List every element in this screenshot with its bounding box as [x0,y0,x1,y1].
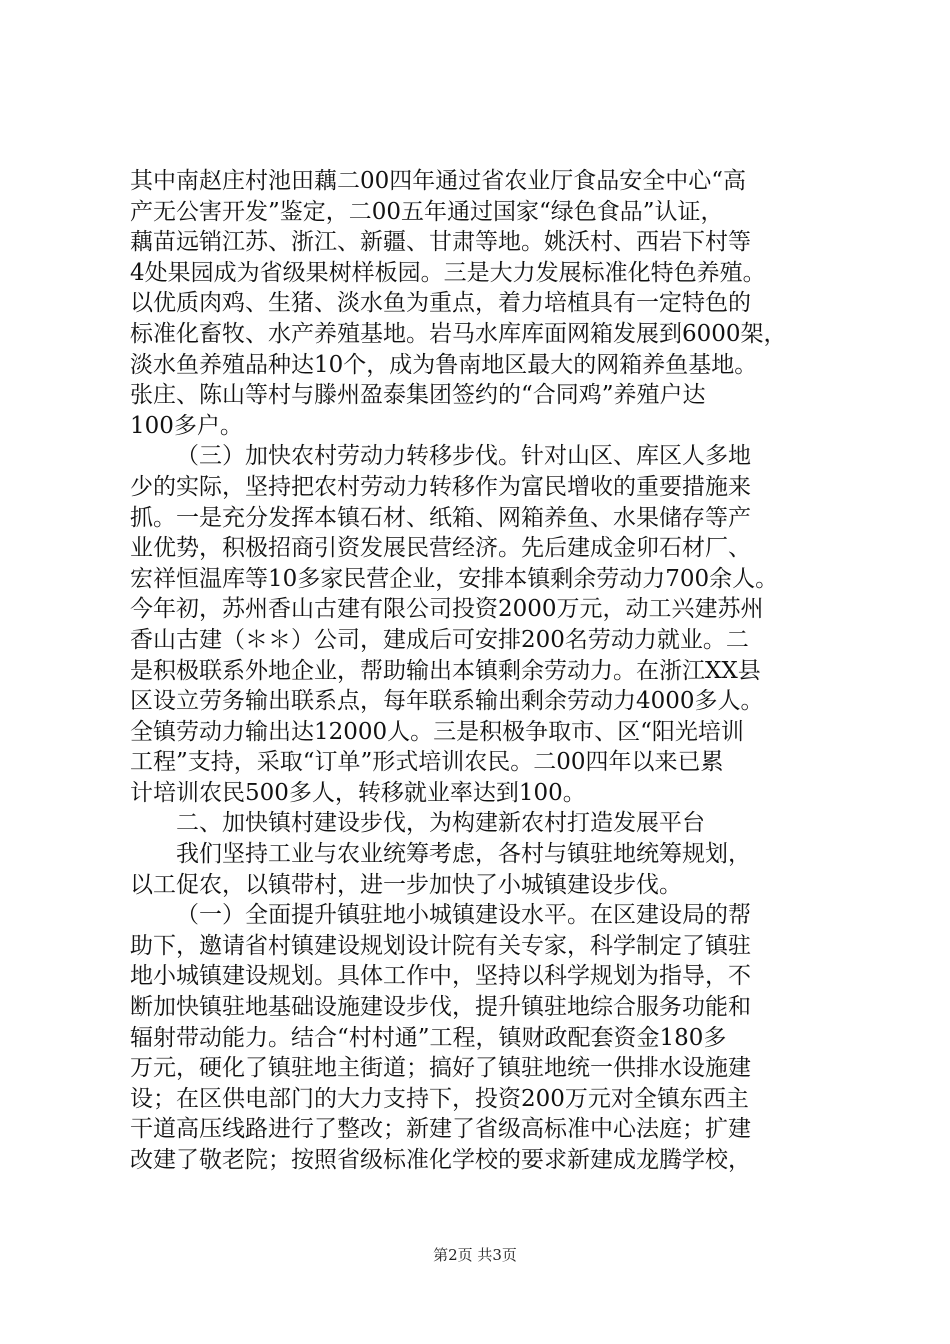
text-line: 标准化畜牧、水产养殖基地。岩马水库库面网箱发展到6000架， [130,320,787,347]
text-line: 业优势，积极招商引资发展民营经济。先后建成金卯石材厂、 [130,535,751,562]
text-line: 张庄、陈山等村与滕州盈泰集团签约的“合同鸡”养殖户达 [130,382,706,409]
text-line: 设；在区供电部门的大力支持下，投资200万元对全镇东西主 [130,1085,749,1112]
text-line: 藕苗远销江苏、浙江、新疆、甘肃等地。姚沃村、西岩下村等 [130,229,751,256]
text-line: 计培训农民500多人，转移就业率达到100。 [130,779,586,806]
text-line: 产无公害开发”鉴定，二00五年通过国家“绿色食品”认证， [130,198,724,225]
text-line: 全镇劳动力输出达12000人。三是积极争取市、区“阳光培训 [130,718,744,745]
text-line: 少的实际，坚持把农村劳动力转移作为富民增收的重要措施来 [130,473,751,500]
text-line: 是积极联系外地企业，帮助输出本镇剩余劳动力。在浙江XX县 [130,657,761,684]
text-line: 工程”支持，采取“订单”形式培训农民。二00四年以来已累 [130,749,724,776]
text-line: 万元，硬化了镇驻地主街道；搞好了镇驻地统一供排水设施建 [130,1055,751,1082]
text-line: （三）加快农村劳动力转移步伐。针对山区、库区人多地 [176,443,751,470]
text-line: 地小城镇建设规划。具体工作中，坚持以科学规划为指导，不 [130,963,751,990]
page-footer: 第2页 共3页 [433,1246,517,1264]
text-line: 其中南赵庄村池田藕二00四年通过省农业厅食品安全中心“高 [130,168,747,194]
text-line: 以优质肉鸡、生猪、淡水鱼为重点，着力培植具有一定特色的 [130,290,751,317]
text-line: 干道高压线路进行了整改；新建了省级高标准中心法庭；扩建 [130,1116,751,1143]
text-line: 二、加快镇村建设步伐，为构建新农村打造发展平台 [176,810,705,837]
document-body [130,166,830,1176]
text-line: 辐射带动能力。结合“村村通”工程，镇财政配套资金180多 [130,1024,727,1051]
text-line: 我们坚持工业与农业统筹考虑，各村与镇驻地统筹规划， [176,841,751,868]
text-line: 抓。一是充分发挥本镇石材、纸箱、网箱养鱼、水果储存等产 [130,504,751,531]
text-line: 100多户。 [130,412,243,439]
text-line: 助下，邀请省村镇建设规划设计院有关专家，科学制定了镇驻 [130,932,751,959]
text-line: 区设立劳务输出联系点，每年联系输出剩余劳动力4000多人。 [130,688,764,715]
text-line: 4处果园成为省级果树样板园。三是大力发展标准化特色养殖。 [130,259,766,286]
text-line: 改建了敬老院；按照省级标准化学校的要求新建成龙腾学校， [130,1147,751,1173]
text-line: 断加快镇驻地基础设施建设步伐，提升镇驻地综合服务功能和 [130,994,751,1021]
text-line: 香山古建（＊＊）公司，建成后可安排200名劳动力就业。二 [130,626,749,653]
text-line: 淡水鱼养殖品种达10个，成为鲁南地区最大的网箱养鱼基地。 [130,351,758,378]
text-line: （一）全面提升镇驻地小城镇建设水平。在区建设局的帮 [176,902,751,929]
text-line: 今年初，苏州香山古建有限公司投资2000万元，动工兴建苏州 [130,596,764,623]
text-line: 宏祥恒温库等10多家民营企业，安排本镇剩余劳动力700余人。 [130,565,779,592]
text-line: 以工促农，以镇带村，进一步加快了小城镇建设步伐。 [130,871,682,898]
